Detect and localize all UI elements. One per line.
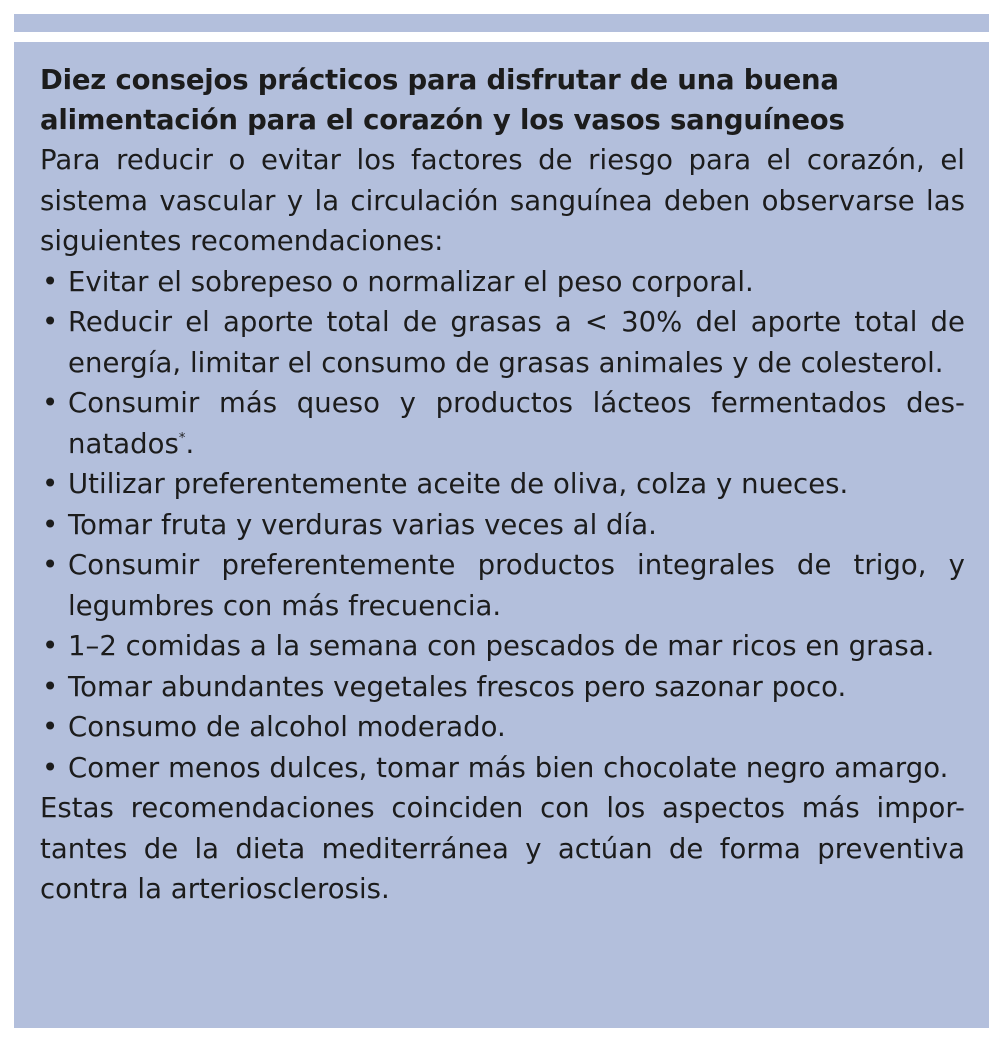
tip-text: 1–2 comidas a la semana con pescados de mar ricos en grasa. — [68, 630, 935, 662]
tip-text: Consumir más queso y productos lácteos fermentados des-natados — [68, 387, 965, 460]
list-item — [40, 262, 965, 303]
top-color-strip — [14, 14, 989, 32]
box-title-line-1: Diez consejos prácticos para disfrutar de una buena — [40, 64, 839, 96]
list-item — [40, 505, 965, 546]
bullet-icon: • — [42, 468, 59, 500]
info-box — [14, 42, 989, 1028]
bullet-icon: • — [42, 751, 59, 784]
tip-text: Reducir el aporte total de grasas a < 30% del aporte total de energía, limitar el consumo de grasas animales y de colesterol. — [68, 306, 965, 379]
box-title-line-2: alimentación para el corazón y los vasos sanguíneos — [40, 104, 845, 136]
intro-paragraph: Para reducir o evitar los factores de riesgo para el corazón, el sistema vascular y la circulación sanguínea deben observarse las siguientes recomendaciones: — [40, 144, 965, 257]
bullet-icon: • — [42, 265, 59, 298]
closing-paragraph: Estas recomendaciones coinciden con los aspectos más impor-tantes de la dieta mediterránea y actúan de forma preventiva contra la arteriosclerosis. — [40, 792, 965, 905]
tip-text: Consumir preferentemente productos integrales de trigo, y legumbres con más frecuencia. — [68, 549, 965, 622]
box-title — [40, 60, 965, 140]
list-item — [40, 626, 965, 667]
list-item — [40, 748, 965, 789]
tips-list — [40, 262, 965, 789]
list-item — [40, 667, 965, 708]
tip-text: Utilizar preferentemente aceite de oliva, colza y nueces. — [68, 468, 849, 500]
footnote-marker: * — [178, 430, 186, 446]
bullet-icon: • — [42, 508, 59, 541]
tip-text-end: . — [185, 427, 195, 460]
tip-text: Evitar el sobrepeso o normalizar el peso corporal. — [68, 265, 754, 298]
tip-text: Comer menos dulces, tomar más bien chocolate negro amargo. — [68, 751, 949, 784]
bullet-icon: • — [42, 630, 59, 662]
bullet-icon: • — [42, 670, 59, 703]
bullet-icon: • — [42, 549, 59, 581]
tip-text: Consumo de alcohol moderado. — [68, 711, 506, 743]
bullet-icon: • — [42, 306, 59, 338]
list-item — [40, 464, 965, 505]
tip-text: Tomar fruta y verduras varias veces al día. — [68, 508, 657, 541]
bullet-icon: • — [42, 387, 59, 419]
list-item — [40, 383, 965, 464]
tip-text: Tomar abundantes vegetales frescos pero sazonar poco. — [68, 670, 847, 703]
list-item — [40, 707, 965, 748]
bullet-icon: • — [42, 711, 59, 743]
list-item — [40, 545, 965, 626]
list-item — [40, 302, 965, 383]
